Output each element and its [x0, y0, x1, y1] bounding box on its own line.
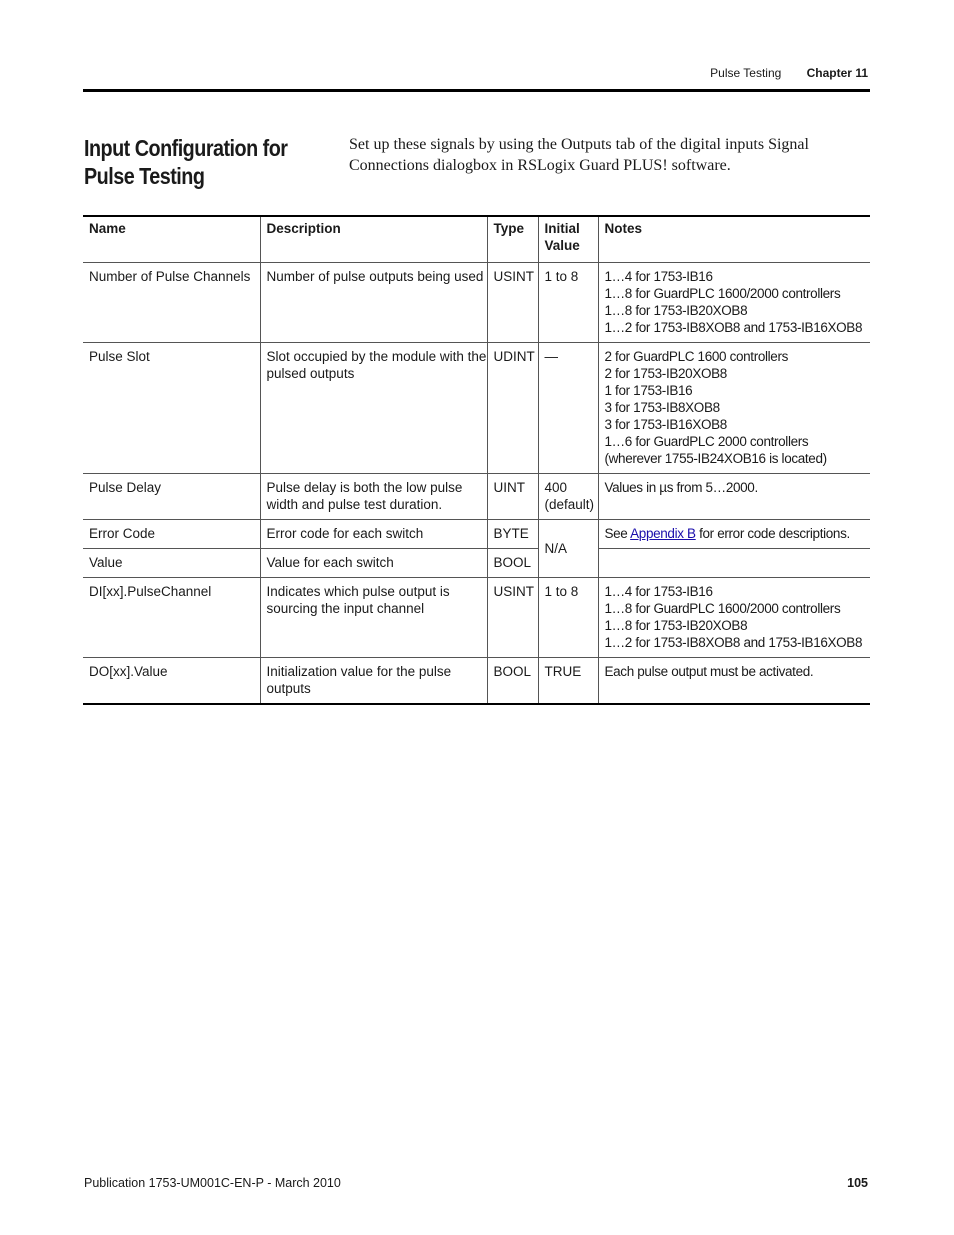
cell-name: Pulse Slot [83, 343, 260, 474]
table-body [83, 263, 870, 705]
cell-description [260, 520, 487, 549]
cell-line: Pulse delay is both the low pulse [266, 480, 463, 495]
cell-line: 3 for 1753-IB8XOB8 [604, 400, 720, 415]
cell-line: 1…4 for 1753-IB16 [604, 269, 713, 284]
cell-initial-value: N/A [538, 520, 598, 578]
cell-line: 1 to 8 [544, 584, 579, 599]
appendix-link[interactable]: Appendix B [630, 526, 696, 541]
cell-name: Error Code [83, 520, 260, 549]
cell-line: Error code for each switch [266, 526, 424, 541]
cell-type: USINT [487, 578, 538, 658]
cell-line: Indicates which pulse output is [266, 584, 450, 599]
cell-notes [598, 658, 870, 705]
header-rule [83, 89, 870, 92]
cell-name: DO[xx].Value [83, 658, 260, 705]
cell-line: (wherever 1755-IB24XOB16 is located) [604, 451, 827, 466]
header-chapter: Chapter 11 [806, 66, 868, 80]
cell-description [260, 474, 487, 520]
table-row [83, 578, 870, 658]
notes-prefix: See [604, 526, 631, 541]
cell-type: BOOL [487, 549, 538, 578]
footer-publication: Publication 1753-UM001C-EN-P - March 2010 [84, 1176, 341, 1190]
cell-line: pulsed outputs [266, 366, 355, 381]
cell-initial-value [538, 263, 598, 343]
cell-description [260, 343, 487, 474]
cell-line: 1…2 for 1753-IB8XOB8 and 1753-IB16XOB8 [604, 320, 863, 335]
cell-line: (default) [544, 497, 595, 512]
page-number: 105 [847, 1176, 868, 1190]
cell-description [260, 658, 487, 705]
cell-notes [598, 578, 870, 658]
cell-type: USINT [487, 263, 538, 343]
cell-line: 1…8 for 1753-IB20XOB8 [604, 618, 748, 633]
intro-paragraph: Set up these signals by using the Outputs tab of the digital inputs Signal Connections dialogbox in RSLogix Guard PLUS! software. [349, 136, 809, 174]
cell-notes [598, 263, 870, 343]
cell-line: — [544, 349, 558, 364]
cell-line: 3 for 1753-IB16XOB8 [604, 417, 727, 432]
cell-description [260, 549, 487, 578]
cell-initial-value [538, 578, 598, 658]
table-row [83, 549, 870, 578]
cell-initial-value [538, 658, 598, 705]
cell-line: 1…4 for 1753-IB16 [604, 584, 713, 599]
table-row [83, 263, 870, 343]
table-header-row [83, 216, 870, 263]
cell-type: BYTE [487, 520, 538, 549]
cell-description [260, 263, 487, 343]
cell-description [260, 578, 487, 658]
cell-line: 1…8 for 1753-IB20XOB8 [604, 303, 748, 318]
notes-suffix: for error code descriptions. [695, 526, 850, 541]
header-section: Pulse Testing [710, 66, 782, 80]
table-row [83, 658, 870, 705]
col-header-description: Description [260, 216, 487, 263]
cell-name: Number of Pulse Channels [83, 263, 260, 343]
col-header-name: Name [83, 216, 260, 263]
running-header [710, 66, 868, 80]
cell-line: 1 to 8 [544, 269, 579, 284]
cell-initial-value [538, 343, 598, 474]
cell-name: Pulse Delay [83, 474, 260, 520]
cell-line: Each pulse output must be activated. [604, 664, 814, 679]
cell-line: 1…2 for 1753-IB8XOB8 and 1753-IB16XOB8 [604, 635, 863, 650]
table-row [83, 520, 870, 549]
cell-line: 2 for 1753-IB20XOB8 [604, 366, 727, 381]
cell-line: 1 for 1753-IB16 [604, 383, 693, 398]
cell-line: 1…8 for GuardPLC 1600/2000 controllers [604, 601, 841, 616]
cell-line: Values in µs from 5…2000. [604, 480, 758, 495]
cell-line: TRUE [544, 664, 582, 679]
cell-line: Value for each switch [266, 555, 394, 570]
table-row [83, 474, 870, 520]
section-title: Input Configuration for Pulse Testing [84, 135, 288, 189]
cell-name: DI[xx].PulseChannel [83, 578, 260, 658]
cell-notes [598, 343, 870, 474]
cell-line: Initialization value for the pulse [266, 664, 452, 679]
col-header-notes: Notes [598, 216, 870, 263]
cell-notes [598, 520, 870, 549]
table-row [83, 343, 870, 474]
cell-type: UDINT [487, 343, 538, 474]
signals-table [83, 215, 870, 705]
cell-line: 1…6 for GuardPLC 2000 controllers [604, 434, 809, 449]
col-header-initial-value: Initial Value [538, 216, 598, 263]
cell-type: UINT [487, 474, 538, 520]
cell-name: Value [83, 549, 260, 578]
cell-line: 2 for GuardPLC 1600 controllers [604, 349, 789, 364]
cell-line: 400 [544, 480, 568, 495]
cell-initial-value [538, 474, 598, 520]
cell-line: width and pulse test duration. [266, 497, 443, 512]
cell-line: 1…8 for GuardPLC 1600/2000 controllers [604, 286, 841, 301]
cell-type: BOOL [487, 658, 538, 705]
cell-line: Number of pulse outputs being used [266, 269, 484, 284]
cell-notes [598, 549, 870, 578]
col-header-type: Type [487, 216, 538, 263]
cell-line: Slot occupied by the module with the [266, 349, 487, 364]
cell-line: outputs [266, 681, 311, 696]
cell-notes [598, 474, 870, 520]
cell-line: sourcing the input channel [266, 601, 425, 616]
